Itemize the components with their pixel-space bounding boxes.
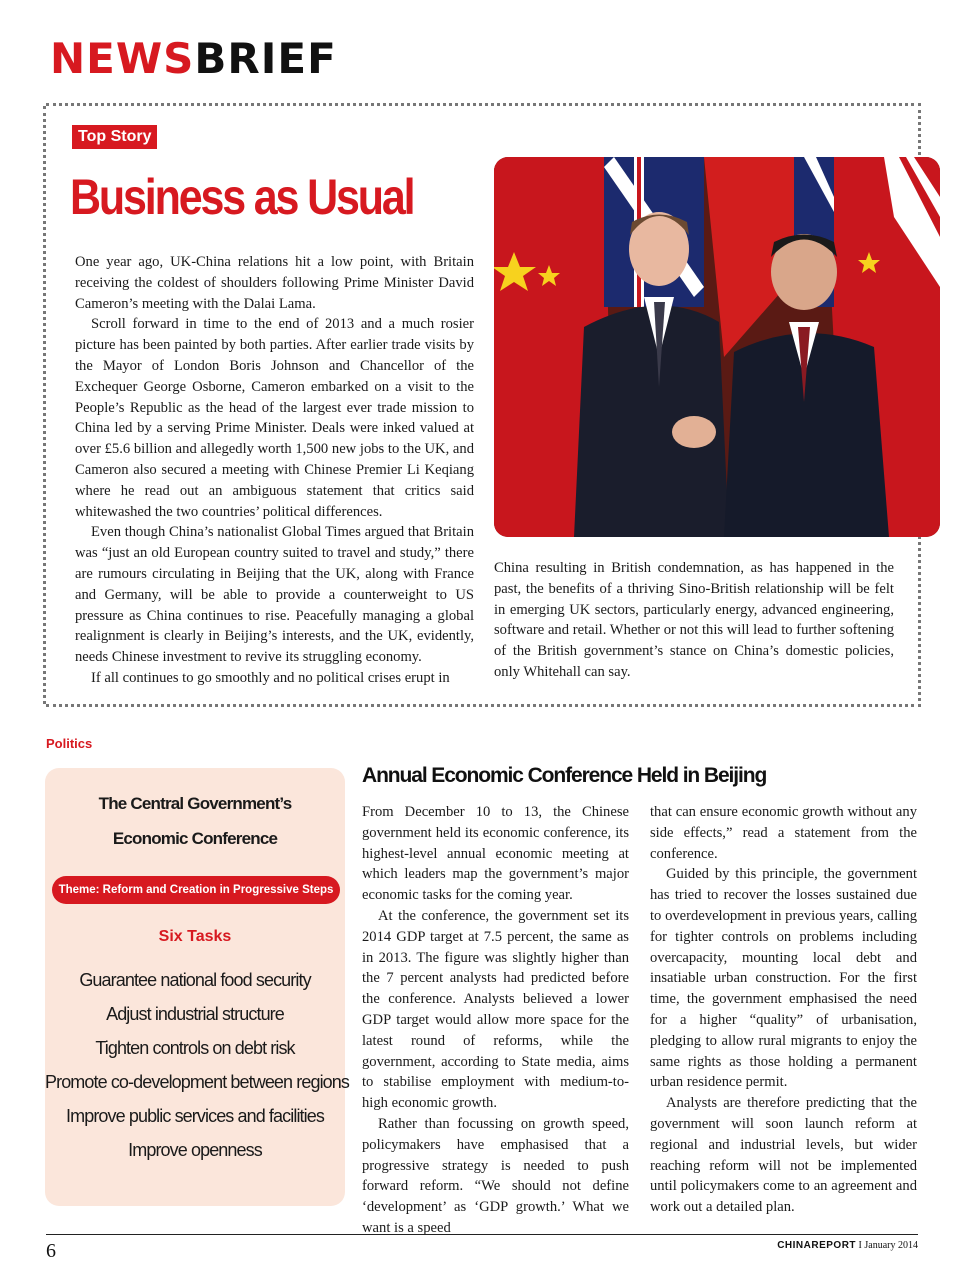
paragraph: If all continues to go smoothly and no political crises erupt in [91, 669, 450, 686]
footer-brand: CHINAREPORT [777, 1240, 857, 1251]
sidebar-theme-pill: Theme: Reform and Creation in Progressive Steps [52, 876, 340, 904]
six-tasks-sidebar [45, 768, 349, 1206]
paragraph: Analysts are therefore predicting that the government will soon launch reform at regional and industrial levels, but wider reaching reform will not be implemented until policymakers come to an agreement and work out a detailed plan. [650, 1095, 917, 1216]
sidebar-title-line-2: Economic Conference [112, 829, 278, 848]
list-item: Improve public services and facilities [66, 1106, 324, 1126]
list-item: Adjust industrial structure [106, 1004, 284, 1024]
paragraph: At the conference, the government set its 2014 GDP target at 7.5 percent, the same as in 2013. The figure was slightly higher than the 7 percent analysts had predicted before the conference. Analysts believed a lower GDP target would allow more space for the latest round of reforms, while the government, according to State media, aims to stabilise employment with medium-to-high economic growth. [362, 907, 629, 1112]
footer-date: January 2014 [864, 1240, 918, 1251]
top-story-headline: Business as Usual [70, 169, 414, 225]
top-story-column-1 [75, 252, 474, 689]
paragraph: Rather than focussing on growth speed, policymakers have emphasised that a progressive strategy is needed to push forward reform. “We should not define ‘development’ as ‘GDP growth.’ What we want is a speed [362, 1115, 629, 1236]
sidebar-title-line-1: The Central Government’s [98, 794, 292, 813]
masthead-news: NEWS [50, 34, 195, 83]
footer-rule [46, 1234, 918, 1235]
paragraph: Scroll forward in time to the end of 2013 and a much rosier picture has been painted by both parties. After earlier trade visits by the Mayor of London Boris Johnson and Chancellor of the Exchequer George Osborne, Cameron embarked on a visit to the People’s Republic as the head of the largest ever trade mission to China led by a serving Prime Minister. Deals were inked valued at over £5.6 billion and allegedly worth 1,500 new jobs to the UK, and Cameron also secured a meeting with Chinese Premier Li Keqiang where he read out an ambiguous statement that critics said whitewashed the two countries’ political differences. [75, 316, 474, 520]
sidebar-tasks-heading: Six Tasks [158, 928, 232, 945]
top-story-column-2 [494, 558, 894, 683]
masthead-brief: BRIEF [194, 34, 337, 83]
list-item: Guarantee national food security [79, 970, 311, 990]
paragraph: that can ensure economic growth without any side effects,” read a statement from the conference. [650, 804, 917, 862]
list-item: Promote co-development between regions [45, 1072, 349, 1092]
paragraph: Even though China’s nationalist Global Times argued that Britain was “just an old European country suited to travel and study,” there are rumours circulating in Beijing that the UK, along with France and Germany, will be able to provide a counterweight to US pressure as China continues to rise. Peacefully managing a global realignment is clearly in Beijing’s interests, and the UK, evidently, needs Chinese investment to revive its struggling economy. [75, 524, 474, 666]
paragraph: China resulting in British condemnation, as has happened in the past, the benefits of a thriving Sino-British relationship will be felt in emerging UK sectors, particularly energy, advanced engineering, software and retail. Whether or not this will lead to further softening of the British government’s stance on China’s domestic policies, only Whitehall can say. [494, 560, 894, 680]
paragraph: From December 10 to 13, the Chinese government held its economic conference, its highest-level annual economic meeting at which leaders map the government’s major economic tasks for the coming year. [362, 804, 629, 904]
list-item: Tighten controls on debt risk [95, 1038, 295, 1058]
article-column-left [362, 802, 629, 1239]
masthead [50, 34, 337, 83]
article-title: Annual Economic Conference Held in Beijing [362, 764, 767, 787]
paragraph: One year ago, UK-China relations hit a low point, with Britain receiving the coldest of shoulders following Prime Minister David Cameron’s meeting with the Dalai Lama. [75, 254, 474, 312]
paragraph: Guided by this principle, the government has tried to recover the losses sustained due to overdevelopment in previous years, calling for tighter controls on problems including overcapacity, mounting local debt and insatiable urban construction. For the first time, the government emphasised the need for a higher “quality” of urbanisation, pledging to allow rural migrants to enjoy the same rights as those holding a permanent urban residence permit. [650, 866, 917, 1091]
sidebar-task-list [45, 963, 349, 1167]
page-number: 6 [46, 1240, 56, 1262]
cameron-xi-photo [494, 157, 940, 537]
section-label: Politics [46, 736, 93, 751]
article-column-right [650, 802, 917, 1218]
list-item: Improve openness [128, 1140, 262, 1160]
footer-separator: I [858, 1240, 862, 1251]
top-story-tag: Top Story [72, 125, 157, 149]
footer-issue [777, 1240, 918, 1251]
